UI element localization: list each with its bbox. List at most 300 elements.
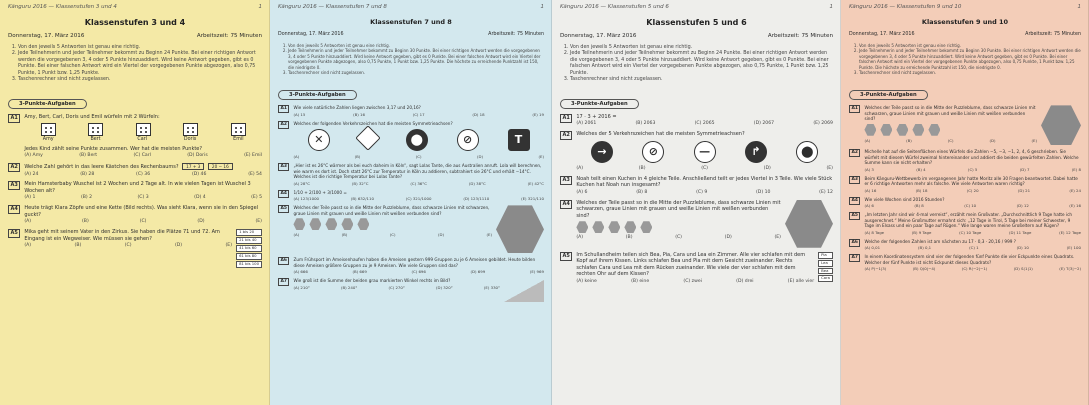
sheet-header [278,4,544,10]
sheet-grades-9-10 [841,0,1089,405]
question-a5 [560,252,833,285]
signpost-figure [236,229,262,269]
triangle-figure-icon [504,280,544,302]
answer-option: (A) [293,154,300,160]
answer-option: (B) Bert [79,153,98,159]
answer-option: (E) [774,235,781,241]
answer-options [24,243,232,249]
answer-option: (E) 321/110 [521,196,544,202]
dice-icon [231,123,246,136]
answer-option: (A) 123/1000 [293,196,320,202]
answer-options [864,188,1081,193]
answer-options [293,196,544,201]
section-banner: 3-Punkte-Aufgaben [849,90,928,100]
answer-option: (A) 28°C [293,180,310,186]
answer-option: (A) [293,232,300,238]
question-number: A3 [560,176,572,185]
answer-option: (A) P(−1|3) [864,266,887,272]
answer-options [24,153,262,159]
question-text-2: Jedes Kind zählt seine Punkte zusammen. Wer hat die meisten Punkte? [24,145,203,152]
question-number: A3 [849,176,860,184]
question-text: Welches der Teile passt so in die Mitte der Puzzleblume, dass schwarze Linien mit schwarzen, graue Linien mit grauen und weiße Linien mit weißen verbunden sind? [293,205,490,216]
arrow-right-sign-icon: → [591,141,613,163]
player-name: Bert [90,137,101,143]
question-a2 [849,149,1081,171]
sheet-grades-5-6 [552,0,841,405]
exam-duration: Arbeitszeit: 75 Minuten [488,32,544,37]
answer-option: (C) 5 [967,166,978,172]
answer-option: (A) 666 [293,269,308,275]
answer-option: (E) 8 [1071,166,1081,172]
bed-label: Cara [818,275,833,282]
answer-option: (D) 4 [194,195,206,201]
question-a1 [278,105,544,117]
section-banner: 3-Punkte-Aufgaben [560,99,639,109]
answer-option: (D) 320° [436,284,453,290]
answer-option: (D) drei [736,278,754,284]
page-number: 1 [1077,4,1081,10]
question-number: A5 [849,212,860,220]
answer-option: (A) Amy [24,153,43,159]
signpost-label: 81 bis 100 [236,261,262,268]
question-text: Heute trägt Klara Zöpfe und eine Kette (Bild rechts). Was sieht Klara, wenn sie in den Spiegel guckt? [24,205,259,218]
answer-options [293,181,544,186]
answer-option: (D) [763,165,771,171]
rule-item: 2. Jede Teilnehmerin und jeder Teilnehmer bekommt zu Beginn 24 Punkte. Bei einer richtigen Antwort werden die vorgegebenen 3, 4 oder 5 Punkte hinzuaddiert. Wird keine Antwort gegeben, gibt es 0 Punkte. Bei einer falschen Antwort wird ein Viertel der vorgegebenen Punkte abgezogen, also 0,75 Punkte, 1 Punkt bzw. 1,25 Punkte. [570,51,833,77]
answer-option: (E) alle vier [787,278,815,284]
rule-item: 2. Jede Teilnehmerin und jeder Teilnehmer bekommt zu Beginn 24 Punkte. Bei einer richtigen Antwort werden die vorgegebenen 3, 4 oder 5 Punkte hinzuaddiert. Wird keine Antwort gegeben, gibt es 0 Punkte. Bei einer falschen Antwort wird ein Viertel der vorgegebenen Punkte abgezogen, also 0,75 Punkte, 1 Punkt bzw. 1,25 Punkte. [18,51,262,77]
answer-option: (E) T(3|−2) [1059,266,1081,272]
player-name: Carl [137,137,148,143]
question-number: A7 [849,254,860,262]
answer-option: (C) 36°C [410,180,427,186]
bed-label: Pia [818,252,833,259]
answer-option: (C) 270° [388,284,405,290]
answer-option: (E) 16 [1069,203,1081,209]
exam-date: Donnerstag, 17. März 2016 [278,32,344,37]
rules-list [8,45,262,84]
answer-option: (E) 12 [819,189,833,195]
answer-options [293,285,500,290]
beds-figure [818,252,833,285]
question-number: A5 [278,205,289,213]
puzzle-piece-icon [341,218,353,230]
puzzle-piece-icon [309,218,321,230]
question-text: Welches der 5 Verkehrszeichen hat die meisten Symmetrieachsen? [576,131,745,138]
answer-option: (D) [477,154,484,160]
rules-list [278,43,544,75]
answer-option: (D) S(1|1) [1013,266,1033,272]
header-text: Känguru 2016 — Klassenstufen 7 und 8 [278,4,387,10]
header-text: Känguru 2016 — Klassenstufen 5 und 6 [560,4,669,10]
question-number: A1 [8,114,20,123]
no-overtaking-sign-icon: ⊘ [457,129,479,151]
answer-option: (C) 1 [969,245,979,251]
answer-option: (C) zwei [683,278,702,284]
answer-option: (C) 17 [412,111,425,117]
answer-option: (B) eine [631,278,650,284]
answer-options [293,112,544,117]
exam-date: Donnerstag, 17. März 2016 [560,33,637,39]
answer-option: (A) 2061 [576,121,597,127]
puzzle-piece-icon [896,124,908,136]
answer-option: (E) [255,219,262,225]
no-entry-x-sign-icon: ✕ [308,129,330,151]
puzzle-piece-icon [928,124,940,136]
rule-item: 3. Taschenrechner sind nicht zugelassen. [859,70,1081,75]
answer-option: (E) 330° [483,284,500,290]
answer-option: (B) [74,243,82,249]
question-text: Michelle hat auf die Seitenflächen eines Würfels die Zahlen −5, −3, −1, 2, 4, 6 geschrieben. Sie würfelt mit diesem Würfel zweimal hintereinander und addiert die beiden gewürfelten Zahlen. Welche Summe kann sie nicht erhalten? [864,149,1079,166]
diamond-sign-icon [355,126,380,151]
question-text: In einem Koordinatensystem sind vier der folgenden fünf Punkte die vier Eckpunkte eines Quadrats. Welcher der fünf Punkte ist nicht Eckpunkt dieses Quadrats? [864,254,1075,265]
question-text: Welche der folgenden Zahlen ist am nächsten zu 17 · 0,3 · 20,16 / 999 ? [864,238,1016,244]
answer-options [24,172,262,178]
answer-option: (A) [24,219,32,225]
question-a1 [8,114,262,159]
answer-option: (C) [675,235,682,241]
signpost-label: 41 bis 60 [236,245,262,252]
puzzle-piece-icon [864,124,876,136]
traffic-signs-figure [293,129,544,151]
answer-option: (D) [989,137,996,143]
answer-options [293,154,544,159]
answer-options [864,203,1081,208]
question-a6 [849,239,1081,251]
question-a4 [278,190,544,202]
question-number: A4 [849,197,860,205]
question-a4 [849,197,1081,209]
turn-sign-icon: ↱ [745,141,767,163]
answer-option: (E) 12 Tage [1059,229,1081,235]
dice-icon [136,123,151,136]
question-text: Amy, Bert, Carl, Doris und Emil würfeln mit 2 Würfeln: [24,113,160,120]
answer-option: (D) [197,219,205,225]
answer-option: (B) [625,235,633,241]
answer-option: (B) [906,137,912,143]
question-text: Wie groß ist die Summe der beiden grau markierten Winkel rechts im Bild? [293,278,451,284]
answer-option: (D) Doris [187,153,208,159]
answer-option: (D) 38°C [468,180,486,186]
sheet-header [849,4,1081,10]
answer-option: (A) 24 [24,171,39,177]
dice-icon [183,123,198,136]
puzzle-pieces [864,124,1037,136]
puzzle-piece-icon [592,221,604,233]
question-a2 [560,131,833,171]
rule-item: 1. Von den jeweils 5 Antworten ist genau eine richtig. [859,43,1081,48]
question-text: Im Schullandheim teilen sich Bea, Pia, Cara und Lea ein Zimmer. Alle vier schlafen mit dem Kopf auf ihrem Kissen. Links schlafen Bea und Pia mit dem Gesicht zueinander. Rechts schlafen Cara und Lea mit dem Rücken zueinander. Wie viele der vier schlafen mit dem rechten Ohr auf dem Kissen? [576,251,806,278]
signpost-label: 21 bis 40 [236,237,262,244]
answer-option: (A) 8 Tage [864,229,885,235]
question-number: A6 [849,239,860,247]
dice-icon [41,123,56,136]
question-text-main: Welche Zahl gehört in das leere Kästchen des Rechenbaums? [24,164,179,171]
answer-option: (D) 21 [1017,187,1031,193]
question-number: A4 [278,190,289,198]
question-a2 [278,121,544,160]
answer-option: (B) 2 [80,195,93,201]
exam-date: Donnerstag, 17. März 2016 [8,33,85,39]
sheet-grades-3-4 [0,0,270,405]
rule-item: 2. Jede Teilnehmerin und jeder Teilnehmer bekommt zu Beginn 30 Punkte. Bei einer richtigen Antwort werden die vorgegebenen 3, 4 oder 5 Punkte hinzuaddiert. Wird keine Antwort gegeben, gibt es 0 Punkte. Bei einer falschen Antwort wird ein Viertel der vorgegebenen Punkte abgezogen, also 0,75 Punkte, 1 Punkt bzw. 1,25 Punkte. Die höchste zu erreichende Punktzahl ist 150, die niedrigste 0. [288,48,544,70]
answer-option: (E) 969 [529,269,544,275]
answer-option: (A) [576,235,584,241]
answer-options [576,190,833,196]
answer-option: (B) 9 Tage [911,229,932,235]
answer-option: (E) 2069 [813,121,833,127]
question-number: A7 [278,278,289,286]
player-names [24,137,262,143]
answer-option: (E) 42°C [527,180,544,186]
traffic-signs-figure [576,141,833,163]
answer-options [864,138,1037,143]
question-text: Mika geht mit seinem Vater in den Zirkus. Sie haben die Plätze 71 und 72. Am Eingang ist ein Wegweiser. Wie müssen sie gehen? [24,229,220,242]
answer-option: (C) 696 [411,269,426,275]
question-a2 [8,163,262,177]
question-text: Welches der folgenden Verkehrszeichen hat die meisten Symmetrieachsen? [293,120,453,126]
player-name: Doris [183,137,197,143]
answer-option: (B) 28 [80,171,95,177]
rule-item: 1. Von den jeweils 5 Antworten ist genau eine richtig. [570,45,833,51]
question-text: Beim Känguru-Wettbewerb im vergangenen Jahr hatte Moritz alle 30 Fragen beantwortet. Dabei hatte er 6 richtige Antworten mehr als falsche. Wie viele Antworten waren richtig? [864,175,1078,187]
sheet-grades-7-8 [270,0,552,405]
answer-option: (E) 19 [532,111,544,117]
sheet-header [560,4,833,10]
player-name: Emil [233,137,244,143]
answer-option: (E) 100 [1066,245,1081,251]
no-entry-sign-icon: ⊘ [642,141,664,163]
answer-options [293,232,492,237]
answer-option: (B) [341,232,348,238]
answer-option: (E) [1031,137,1037,143]
date-line [849,32,1081,37]
question-number: A6 [278,257,289,265]
answer-option: (D) 10 [1016,245,1029,251]
question-number: A1 [278,105,289,113]
question-a6 [278,257,544,274]
answer-options [864,230,1081,235]
answer-option: (E) [538,154,544,160]
answer-option: (B) 8 [914,203,924,209]
answer-option: (C) 3 [137,195,149,201]
answer-option: (D) 699 [470,269,486,275]
puzzle-piece-icon [576,221,588,233]
puzzle-piece-icon [880,124,892,136]
answer-option: (B) [354,154,361,160]
answer-option: (C) [389,232,396,238]
answer-option: (A) 0,01 [864,245,881,251]
answer-option: (C) 2065 [694,121,715,127]
answer-option: (D) 123/1110 [463,196,490,202]
answer-options [576,166,833,172]
car-sign-icon: ⬤ [406,129,428,151]
answer-option: (C) [124,243,132,249]
question-a7 [278,278,544,302]
answer-option: (B) [82,219,89,225]
answer-options [576,235,781,241]
puzzle-piece-icon [325,218,337,230]
answer-option: (B) 0,1 [918,245,932,251]
question-a4 [8,205,262,225]
page-number: 1 [258,4,262,10]
answer-option: (A) 6 [576,189,588,195]
answer-option: (C) [947,137,954,143]
question-text [24,163,262,171]
answer-option: (A) [24,243,32,249]
question-text: Wie viele Wochen sind 2016 Stunden? [864,196,945,202]
answer-option: (C) [415,154,422,160]
answer-option: (A) 3 [864,166,874,172]
question-number: A5 [8,229,20,238]
answer-options [24,195,262,201]
answer-option: (E) [225,243,233,249]
question-a3 [278,163,544,185]
answer-option: (A) 15 [293,111,306,117]
sheet-header [8,4,262,10]
header-text: Känguru 2016 — Klassenstufen 9 und 10 [849,4,962,10]
answer-option: (C) 20 [966,187,979,193]
answer-option: (A) keine [576,278,597,284]
sheet-title: Klassenstufen 9 und 10 [921,18,1009,26]
question-number: A3 [278,163,289,171]
header-text: Känguru 2016 — Klassenstufen 3 und 4 [8,4,117,10]
question-number: A1 [560,114,572,123]
answer-option: (B) 18 [915,187,928,193]
question-number: A1 [849,105,860,113]
question-a1 [849,105,1081,145]
answer-option: (D) [438,232,445,238]
answer-option: (A) [576,165,584,171]
dice-figure [24,123,262,136]
answer-option: (C) [139,219,147,225]
puzzle-piece-icon [357,218,369,230]
calc-box: 17 + 3 [182,163,204,170]
question-number: A2 [560,131,572,140]
answer-option: (D) 18 [472,111,485,117]
answer-option: (B) [638,165,646,171]
rules-list [560,45,833,84]
question-number: A2 [8,163,20,172]
question-a3 [849,176,1081,193]
no-parking-sign-icon: — [694,141,716,163]
dice-icon [88,123,103,136]
answer-option: (D) [174,243,183,249]
answer-option: (C) R(−2|−1) [961,266,988,272]
question-a3 [560,176,833,196]
question-text: Wie viele natürliche Zahlen liegen zwischen 3,17 und 20,16? [293,105,421,111]
answer-option: (E) [486,232,492,238]
rule-item: 2. Jede Teilnehmerin und jeder Teilnehmer bekommt zu Beginn 30 Punkte. Bei einer richtigen Antwort werden die vorgegebenen 3, 4 oder 5 Punkte hinzuaddiert. Wird keine Antwort gegeben, gibt es 0 Punkte. Bei einer falschen Antwort wird ein Viertel der vorgegebenen Punkte abgezogen, also 0,75 Punkte, 1 Punkt bzw. 1,25 Punkte. Die höchste zu erreichende Punktzahl ist 150, die niedrigste 0. [859,48,1081,70]
answer-options [24,219,262,225]
answer-option: (B) 16 [353,111,365,117]
question-text: Welches der Teile passt so in die Mitte der Puzzleblume, dass schwarze Linien mit schwarzen, graue Linien mit grauen und weiße Linien mit weißen verbunden sind? [576,199,781,219]
answer-option: (D) 7 [1019,166,1030,172]
question-number: A2 [849,149,860,157]
date-line [560,33,833,39]
rule-item: 3. Taschenrechner sind nicht zugelassen. [18,77,262,83]
date-line [8,33,262,39]
answer-option: (D) 12 [1016,203,1029,209]
answer-option: (B) 8 [636,189,648,195]
exam-duration: Arbeitszeit: 75 Minuten [767,33,833,39]
answer-option: (C) 10 Tage [959,229,982,235]
signpost-label: 61 bis 80 [236,253,262,260]
answer-option: (B) 4 [916,166,926,172]
puzzle-flower-icon [496,205,544,253]
puzzle-flower-icon [785,200,833,248]
answer-option: (E) 54 [248,171,262,177]
question-text: 17 · 3 + 2016 = [576,113,617,120]
player-name: Amy [42,137,54,143]
rules-list [849,43,1081,75]
question-text: „Im letzten Jahr sind wir 4-mal verreist“, erzählt mein Großvater. „Durchschnittlich 9 Tage hatte ich ausgerechnet.“ Meine Großmutter ermahnt sich: „12 Tage in Tirol, 5 Tage bei meiner Schwester, 9 Tage im Elsass und ein paar Tage auf Rügen.“ Wie lange waren meine Großeltern auf Rügen? [864,212,1073,229]
calc-box: 20 − 16 [208,163,233,170]
exam-duration: Arbeitszeit: 75 Minuten [196,33,262,39]
signpost-label: 1 bis 20 [236,229,262,236]
puzzle-piece-icon [640,221,652,233]
question-text: Welches der Teile passt so in die Mitte der Puzzleblume, dass schwarze Linien mit schwarzen, graue Linien mit grauen und weiße Linien mit weißen verbunden sind? [864,105,1036,122]
answer-option: (C) 10 [964,203,977,209]
question-number: A5 [560,252,572,261]
answer-option: (A) 16 [864,187,877,193]
exam-duration: Arbeitszeit: 75 Minuten [1025,32,1081,37]
sheet-title: Klassenstufen 3 und 4 [84,18,186,27]
puzzle-piece-icon [293,218,305,230]
answer-option: (C) 9 [696,189,708,195]
page-number: 1 [540,4,544,10]
exam-date: Donnerstag, 17. März 2016 [849,32,915,37]
answer-option: (C) 321/1000 [405,196,432,202]
bed-label: Lea [818,260,833,267]
answer-options [293,269,544,274]
question-a3 [8,181,262,201]
date-line [278,32,544,37]
question-number: A2 [278,121,289,129]
question-number: A4 [560,200,572,209]
rule-item: 3. Taschenrechner sind nicht zugelassen. [288,70,544,75]
section-banner: 3-Punkte-Aufgaben [278,90,357,100]
answer-option: (B) Q(0|−4) [912,266,936,272]
bed-label: Bea [818,268,833,275]
puzzle-flower-icon [1041,105,1081,145]
rule-item: 1. Von den jeweils 5 Antworten ist genau eine richtig. [18,45,262,51]
answer-option: (B) 32°C [351,180,369,186]
answer-option: (D) 11 Tage [1008,229,1032,235]
answer-option: (A) 1 [24,195,36,201]
puzzle-piece-icon [608,221,620,233]
answer-option: (B) 2063 [635,121,656,127]
answer-option: (A) 210° [293,284,310,290]
answer-options [576,279,814,285]
rule-item: 3. Taschenrechner sind nicht zugelassen. [570,77,833,83]
question-number: A3 [8,181,20,190]
sheet-title: Klassenstufen 7 und 8 [370,18,452,26]
answer-option: (E) 24 [1069,187,1081,193]
answer-option: (C) [701,165,708,171]
section-banner: 3-Punkte-Aufgaben [8,99,87,109]
question-text: Zum Frühsport im Ameisenhaufen haben die Ameisen gestern 999 Gruppen zu je 6 Ameisen gebildet. Heute bilden diese Ameisen größere Gruppen zu je 9 Ameisen. Wie viele Gruppen sind das? [293,257,536,268]
question-a5 [278,205,544,253]
puzzle-piece-icon [912,124,924,136]
answer-option: (D) 10 [756,189,771,195]
answer-options [864,266,1081,271]
answer-option: (B) 632/110 [350,196,374,202]
answer-options [864,167,1081,172]
page-number: 1 [829,4,833,10]
question-number: A4 [8,205,20,214]
dead-end-sign-icon: T [508,129,530,151]
